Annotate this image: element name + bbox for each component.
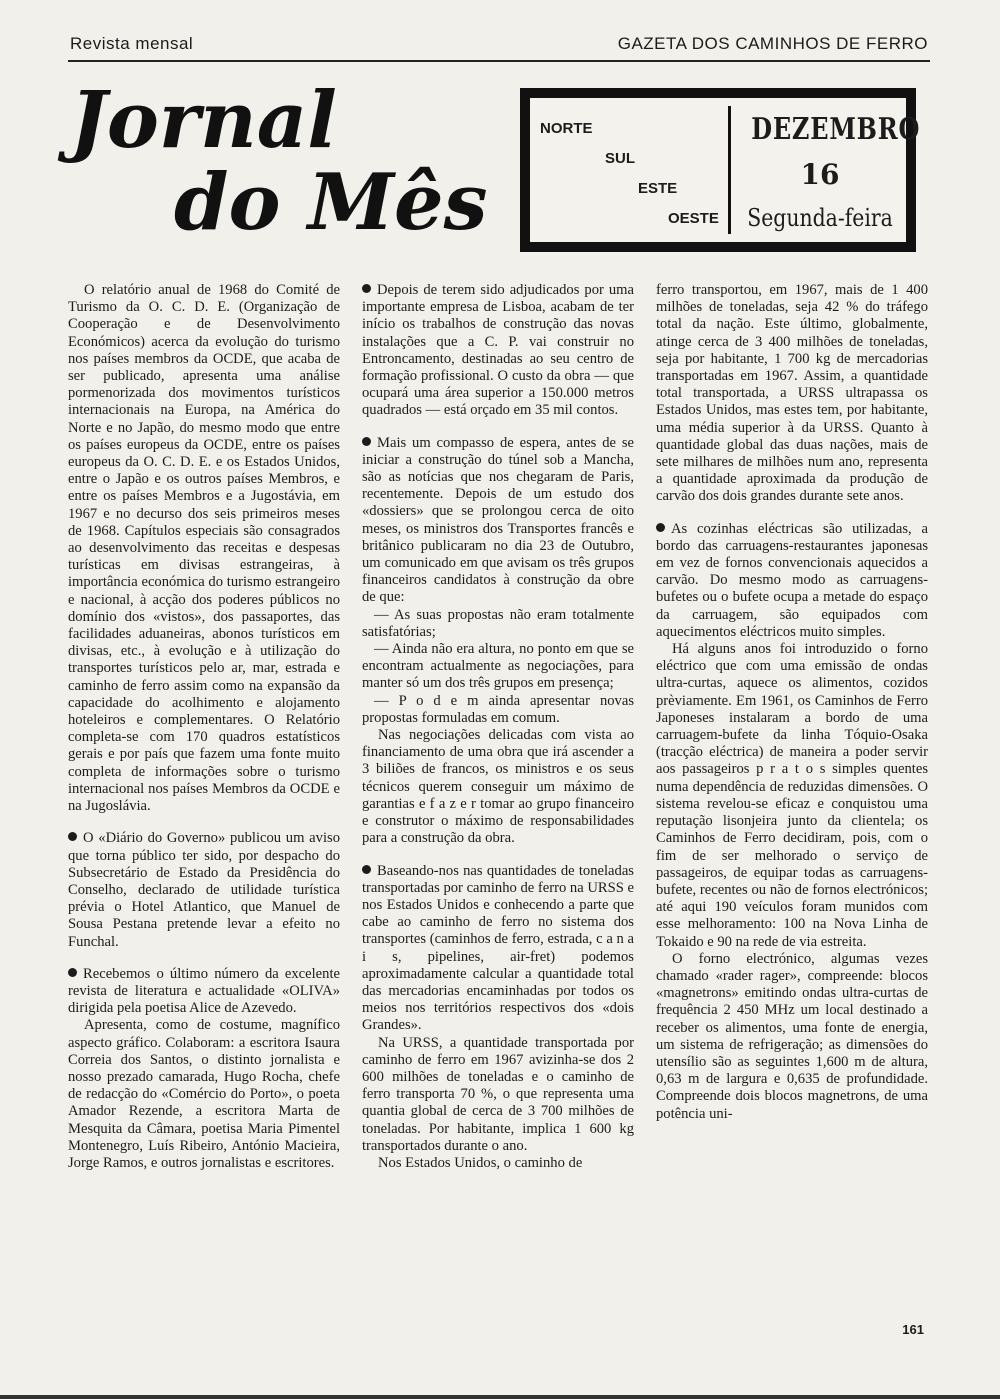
header-right: GAZETA DOS CAMINHOS DE FERRO <box>617 34 928 53</box>
header-rule <box>68 60 930 62</box>
compass-labels <box>530 98 728 242</box>
news-item <box>362 282 634 420</box>
date-month: DEZEMBRO <box>751 112 921 147</box>
compass-west: OESTE <box>668 210 719 227</box>
paragraph-text: Mais um compasso de espera, antes de se iniciar a construção do túnel sob a Mancha, são as notícias que nos chegaram de Paris, recentemente. Depois de um estudo dos «dossiers» que se prolongou cerca de oito meses, os ministros dos Transportes francês e britânico publicaram no dia 23 de Outubro, um comunicado em que avisam os três grupos financeiros candidatos à construção da obre de que: <box>362 434 634 606</box>
paragraph: — P o d e m ainda apresentar novas propostas formuladas em comum. <box>362 692 634 726</box>
bullet-icon <box>362 284 371 293</box>
text-column-1 <box>68 282 340 1172</box>
news-item <box>68 966 340 1018</box>
date-block <box>734 98 921 242</box>
date-box <box>520 88 921 252</box>
text-column-3 <box>656 282 928 1123</box>
bullet-icon <box>362 437 371 446</box>
news-item <box>68 830 340 950</box>
paragraph: — As suas propostas não eram totalmente satisfatórias; <box>362 606 634 640</box>
paragraph: — Ainda não era altura, no ponto em que se encontram actualmente as negociações, para manter só um dos três grupos em presença; <box>362 641 634 692</box>
paragraph-text: Depois de terem sido adjudicados por uma importante empresa de Lisboa, acabam de ter início os trabalhos de construção das novas instalações que a C. P. vai construir no Entroncamento, destinadas ao seu centro de formação profissional. O custo da obra — que ocupará uma área superior a 150.000 metros quadrados — está orçado em 35 mil contos. <box>362 282 634 419</box>
compass-east: ESTE <box>638 180 678 197</box>
news-item <box>656 521 928 641</box>
paragraph: Na URSS, a quantidade transportada por caminho de ferro em 1967 avizinha-se dos 2 600 milhões de toneladas e o caminho de ferro transporta 70 %, o que representa uma quantia global de cerca de 3 700 milhões de toneladas. Por habitante, implica 1 600 kg transportados durante o ano. <box>362 1034 634 1154</box>
bullet-icon <box>656 523 665 532</box>
date-weekday: Segunda-feira <box>747 204 893 232</box>
news-item <box>362 863 634 1035</box>
date-day: 16 <box>800 158 840 191</box>
paragraph: O forno electrónico, algumas vezes chamado «rader rager», compreende: blocos «magnetrons» emitindo ondas ultra-curtas de frequência 2 450 MHz um local destinado a receber os alimentos, uma fonte de energia, um sistema de refrigeração; as dimensões do utensílio são as seguintes 1,600 m de altura, 0,63 m de largura e 0,635 de profundidade. Compreende dois blocos magnetrons, de uma potência uni- <box>656 950 928 1122</box>
compass-north: NORTE <box>540 120 593 137</box>
bullet-icon <box>68 832 77 841</box>
section-title <box>70 75 510 248</box>
paragraph: Há alguns anos foi introduzido o forno eléctrico que com uma emissão de ondas ultra-curtas, aquece os alimentos, cozidos prèviamente. Em 1961, os Caminhos de Ferro Japoneses instalaram a bordo de uma carruagem-bufete da linha Tóquio-Osaka (tracção eléctrica) de maneira a poder servir aos passageiros p r a t o s simples quentes numa dependência de reduzidas dimensões. O sistema revelou-se eficaz e conquistou uma reputação lisonjeira junto da clientela; os Caminhos de Ferro decidiram, pois, com o fim de ser melhorado o serviço de passageiros, de equipar todas as carruagens-bufete, recentes ou não de fornos electrónicos; até aqui 190 veículos foram munidos com esse melhoramento: 100 na Nova Linha de Tokaido e 90 na rede de via estreita. <box>656 641 928 950</box>
title-line-2: do Mês <box>174 157 488 248</box>
compass-south: SUL <box>605 150 635 167</box>
paragraph: ferro transportou, em 1967, mais de 1 400 milhões de toneladas, seja 42 % do tráfego total da nação. Este último, globalmente, atinge cerca de 3 400 milhões de toneladas, seja por habitante, 1 700 kg de mercadorias transportadas em 1967. Assim, a quantidade total transportada, a URSS ultrapassa os Estados Unidos, mas estes tem, por habitante, uma média superior à da URSS. Quanto à quantidade global das duas nações, mais de sete milhares de milhões num ano, representa a quantidade aproximada da produção de carvão dos dois grandes durante sete anos. <box>656 282 928 505</box>
header-left: Revista mensal <box>70 34 194 53</box>
date-box-divider <box>728 106 731 234</box>
paragraph: Apresenta, como de costume, magnífico aspecto gráfico. Colaboram: a escritora Isaura Correia dos Santos, o distinto jornalista e nosso prezado camarada, Hugo Rocha, chefe de redacção do «Comércio do Porto», o poeta Amador Rezende, a escritora Marta de Mesquita da Câmara, poetisa Maria Pimentel Montenegro, Luís Ribeiro, António Macieira, Jorge Ramos, e outros jornalistas e escritores. <box>68 1017 340 1171</box>
paragraph-text: As cozinhas eléctricas são utilizadas, a bordo das carruagens-restaurantes japonesas em vez de fornos convencionais aquecidos a carvão. Do mesmo modo as carruagens-bufetes ou o bufete ocupa a metade do espaço da carruagem, são equipados com aquecimentos eléctricos muito simples. <box>656 520 928 640</box>
text-column-2 <box>362 282 634 1172</box>
news-item <box>362 435 634 607</box>
bullet-icon <box>68 968 77 977</box>
paragraph-text: Recebemos o último número da excelente revista de literatura e actualidade «OLIVA» dirigida pela poetisa Alice de Azevedo. <box>68 965 340 1017</box>
paragraph: O relatório anual de 1968 do Comité de Turismo da O. C. D. E. (Organização de Cooperação e de Desenvolvimento Económicos) acerca da evolução do turismo nos países membros da OCDE, que acaba de ser publicado, apresenta uma análise pormenorizada dos movimentos turísticos internacionais na Europa, na América do Norte e no Japão, do mesmo modo que entre os países europeus da OCDE, entre os países europeus da O. C. D. E. e os Estados Unidos, entre o Japão e os outros países Membros, e entre os países Membros e a Jugostávia, em 1967 e no decurso dos seis primeiros meses de 1968. Capítulos especiais são consagrados ao desenvolvimento das receitas e despesas turísticas em divisas estrangeiras, à importância económica do turismo estrangeiro e nacional, à acção dos poderes públicos no domínio dos «vistos», dos passaportes, das facilidades aduaneiras, abonos turísticos em divisas, etc., à evolução e à utilização do transportes turísticos pelo ar, mar, estrada e caminho de ferro assim como na expansão da capacidade do acolhimento e alojamento hoteleiros e complementares. O Relatório completa-se com 170 quadros estatísticos gerais e por país que fazem uma fonte muito completa de informações sobre o turismo internacional nos países Membros da OCDE e na Jugoslávia. <box>68 282 340 815</box>
bullet-icon <box>362 865 371 874</box>
paragraph-text: Baseando-nos nas quantidades de toneladas transportadas por caminho de ferro na URSS e nos Estados Unidos e conhecendo a parte que cabe ao caminho de ferro no sistema dos transportes (caminhos de ferro, estrada, c a n a i s, pipelines, air-fret) podemos aproximadamente calcular a quantidade total das mercadorias encaminhadas por todos os meios nos territórios respectivos dos «dois Grandes». <box>362 862 634 1034</box>
paragraph-text: O «Diário do Governo» publicou um aviso que torna público ter sido, por despacho do Subsecretário de Estado da Presidência do Conselho, declarado de utilidade turística prévia o Hotel Atlantico, que Manuel de Sousa Pestana pretende levar a efeito no Funchal. <box>68 830 340 950</box>
paragraph: Nos Estados Unidos, o caminho de <box>378 1154 583 1171</box>
bottom-edge <box>0 1395 1000 1399</box>
paragraph: Nas negociações delicadas com vista ao financiamento de uma obra que irá ascender a 3 biliões de francos, os ministros e os seus técnicos querem conseguir um máximo de garantias e f a z e r tomar ao grupo financeiro e construtor o máximo de responsabilidades para a construção da obra. <box>362 727 634 847</box>
page-number: 161 <box>902 1322 924 1337</box>
title-line-1: Jornal <box>70 75 337 166</box>
